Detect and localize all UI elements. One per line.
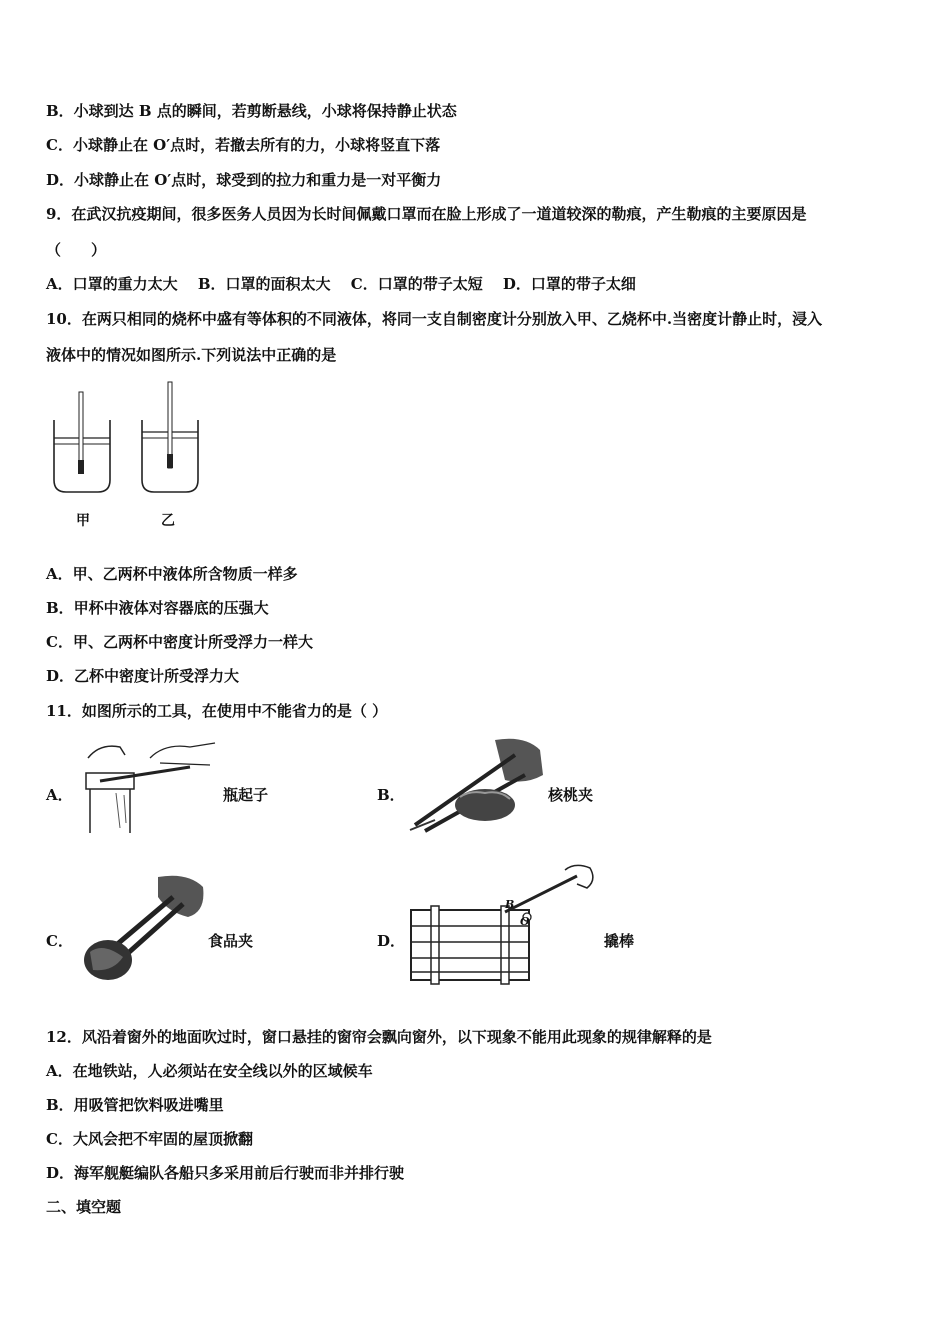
crowbar-crate-image [405, 862, 605, 987]
q11-choice-c-letter: C． [46, 932, 73, 950]
q11-stem: 11．如图所示的工具，在使用中不能省力的是（ ） [46, 702, 388, 720]
q8-option-c: C．小球静止在 O′点时，若撤去所有的力，小球将竖直下落 [46, 136, 441, 154]
q12-stem: 12．风沿着窗外的地面吹过时，窗口悬挂的窗帘会飘向窗外，以下现象不能用此现象的规律解释的是 [46, 1028, 712, 1046]
food-tongs-image [78, 872, 208, 987]
q8-option-d: D．小球静止在 O′点时，球受到的拉力和重力是一对平衡力 [46, 171, 442, 189]
q11-choice-d-letter: D． [377, 932, 406, 950]
q10-option-b: B．甲杯中液体对容器底的压强大 [46, 599, 269, 617]
q12-option-c: C．大风会把不牢固的屋顶掀翻 [46, 1130, 253, 1148]
q8-option-b: B．小球到达 B 点的瞬间，若剪断悬线，小球将保持静止状态 [46, 102, 457, 120]
q11-choice-a-letter: A． [46, 786, 73, 804]
q11-choice-d-name: 撬棒 [604, 932, 635, 950]
q10-label-jia: 甲 [76, 513, 90, 529]
q11-choice-c-name: 食品夹 [208, 932, 254, 950]
q11-choice-a-name: 瓶起子 [223, 786, 269, 804]
q11-choice-b-name: 核桃夹 [548, 786, 594, 804]
crowbar-label-b: B [505, 898, 515, 911]
q11-choice-b-letter: B． [377, 786, 405, 804]
q9-stem: 9．在武汉抗疫期间，很多医务人员因为长时间佩戴口罩而在脸上形成了一道道较深的勒痕，产生勒痕的主要原因是 [46, 205, 807, 223]
q10-beakers-figure [46, 380, 206, 530]
q10-stem-cont: 液体中的情况如图所示.下列说法中正确的是 [46, 346, 337, 364]
bottle-opener-image [80, 733, 220, 838]
q10-label-yi: 乙 [161, 513, 175, 529]
q12-option-a: A．在地铁站，人必须站在安全线以外的区域候车 [46, 1062, 373, 1080]
q10-option-d: D．乙杯中密度计所受浮力大 [46, 667, 240, 685]
q9-options: A．口罩的重力太大 B．口罩的面积太大 C．口罩的带子太短 D．口罩的带子太细 [46, 275, 636, 293]
nutcracker-image [405, 735, 545, 840]
q12-option-b: B．用吸管把饮料吸进嘴里 [46, 1096, 224, 1114]
q9-stem-bracket: （ ） [46, 241, 107, 259]
crowbar-label-o: O [520, 915, 530, 928]
q10-option-a: A．甲、乙两杯中液体所含物质一样多 [46, 565, 298, 583]
section-title: 二、填空题 [46, 1198, 122, 1216]
q10-stem: 10．在两只相同的烧杯中盛有等体积的不同液体，将同一支自制密度计分别放入甲、乙烧杯中.当密度计静止时，浸入 [46, 310, 823, 328]
q12-option-d: D．海军舰艇编队各船只多采用前后行驶而非并排行驶 [46, 1164, 405, 1182]
q10-option-c: C．甲、乙两杯中密度计所受浮力一样大 [46, 633, 313, 651]
